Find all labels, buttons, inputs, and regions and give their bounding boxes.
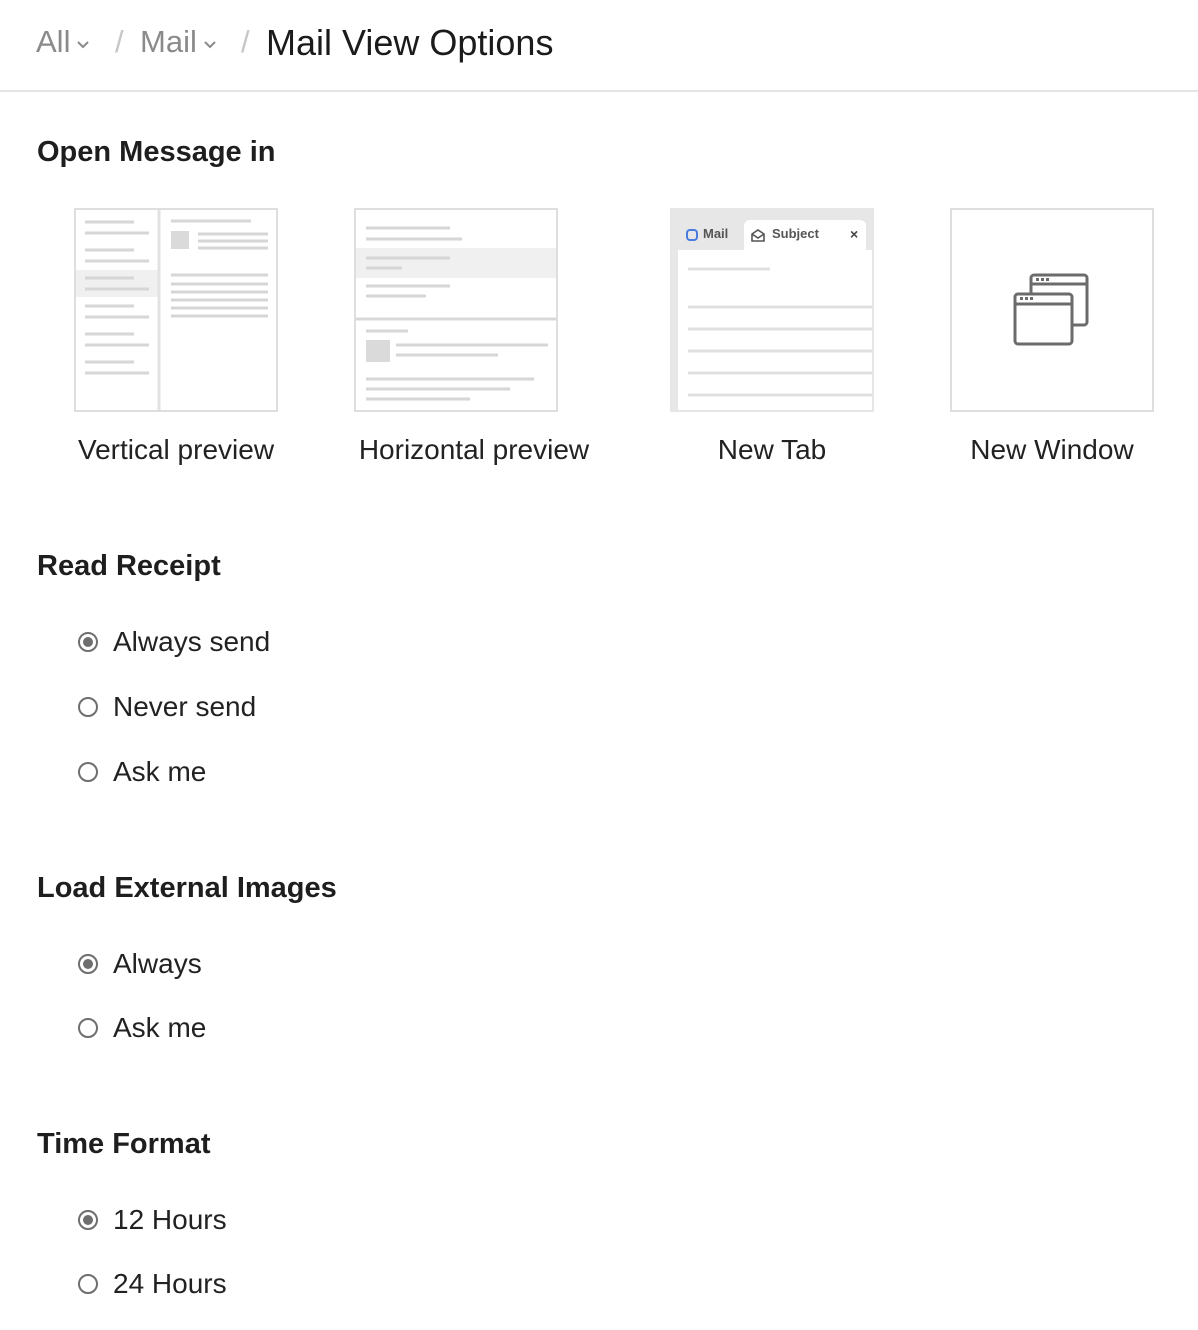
tab-subject-label: Subject — [772, 226, 819, 241]
vertical-preview-illustration — [76, 210, 276, 410]
breadcrumb-mail-label: Mail — [140, 24, 197, 59]
new-tab-label[interactable]: New Tab — [717, 434, 827, 465]
radio-label: Ask me — [113, 1012, 207, 1043]
radio-button[interactable] — [78, 1210, 98, 1230]
radio-label: 12 Hours — [113, 1204, 227, 1235]
radio-label: Ask me — [113, 756, 207, 787]
radio-button[interactable] — [78, 1274, 98, 1294]
breadcrumb-all-label: All — [36, 24, 71, 59]
chevron-down-icon — [203, 40, 217, 50]
windows-stack-icon — [952, 210, 1152, 410]
read-receipt-title: Read Receipt — [37, 550, 221, 582]
radio-label: Never send — [113, 691, 257, 722]
time-format-24-hours[interactable] — [78, 1268, 227, 1300]
new-window-option[interactable] — [950, 208, 1154, 412]
tab-close-icon: × — [850, 226, 859, 242]
new-window-label[interactable]: New Window — [970, 434, 1134, 465]
radio-label: 24 Hours — [113, 1268, 227, 1299]
radio-button[interactable] — [78, 697, 98, 717]
vertical-preview-label[interactable]: Vertical preview — [77, 434, 275, 465]
horizontal-preview-illustration — [356, 210, 556, 410]
new-tab-option[interactable] — [670, 208, 874, 412]
time-format-title: Time Format — [37, 1128, 211, 1160]
breadcrumb-mail[interactable] — [140, 24, 217, 60]
load-images-ask-me[interactable] — [78, 1012, 206, 1044]
load-images-always[interactable] — [78, 948, 202, 980]
horizontal-preview-option[interactable] — [354, 208, 558, 412]
page-title: Mail View Options — [266, 22, 554, 63]
radio-label: Always — [113, 948, 202, 979]
breadcrumb-separator: / — [241, 24, 250, 59]
radio-label: Always send — [113, 626, 271, 657]
radio-button[interactable] — [78, 762, 98, 782]
tab-content-lines — [672, 210, 872, 410]
read-receipt-always-send[interactable] — [78, 626, 270, 658]
open-message-title: Open Message in — [37, 136, 276, 168]
read-receipt-ask-me[interactable] — [78, 756, 206, 788]
vertical-preview-option[interactable] — [74, 208, 278, 412]
radio-button[interactable] — [78, 954, 98, 974]
radio-button[interactable] — [78, 632, 98, 652]
read-receipt-never-send[interactable] — [78, 691, 256, 723]
tab-mail-label: Mail — [703, 226, 729, 241]
horizontal-preview-label[interactable]: Horizontal preview — [358, 434, 590, 465]
header — [0, 0, 1198, 92]
time-format-12-hours[interactable] — [78, 1204, 227, 1236]
load-images-title: Load External Images — [37, 872, 337, 904]
new-tab-illustration — [672, 210, 872, 410]
breadcrumb-all[interactable] — [36, 24, 90, 60]
breadcrumb-separator: / — [115, 24, 124, 59]
radio-button[interactable] — [78, 1018, 98, 1038]
chevron-down-icon — [76, 40, 90, 50]
